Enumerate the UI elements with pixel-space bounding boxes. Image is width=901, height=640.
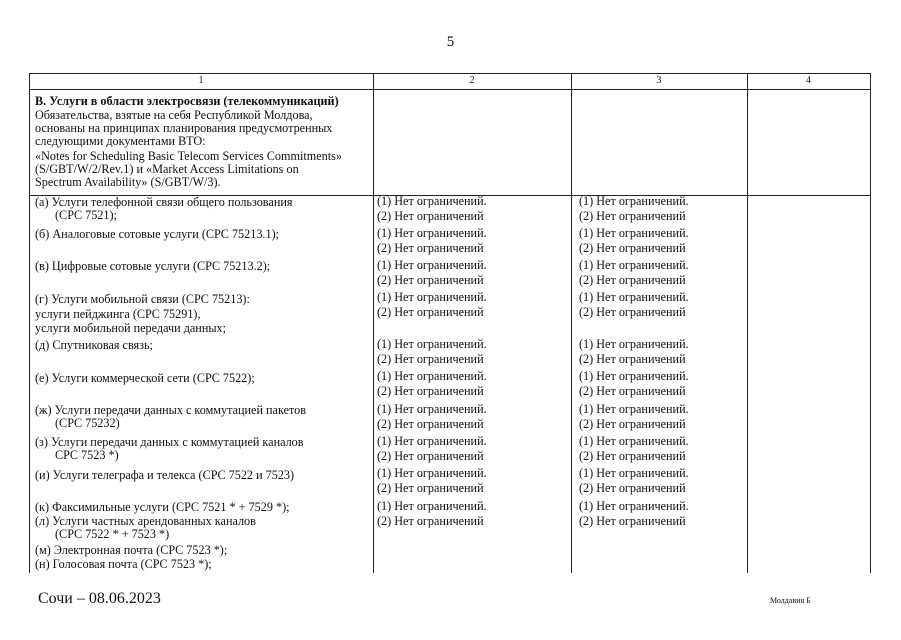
national-treatment-1: (1) Нет ограничений. bbox=[579, 499, 689, 513]
national-treatment-2: (2) Нет ограничений bbox=[579, 514, 686, 528]
service-line: (з) Услуги передачи данных с коммутацией каналов bbox=[35, 435, 304, 449]
service-line: (CPC 75232) bbox=[55, 416, 120, 430]
market-access-2: (2) Нет ограничений bbox=[377, 417, 484, 431]
market-access-1: (1) Нет ограничений. bbox=[377, 369, 487, 383]
service-line: CPC 7523 *) bbox=[55, 448, 119, 462]
national-treatment-2: (2) Нет ограничений bbox=[579, 352, 686, 366]
market-access-1: (1) Нет ограничений. bbox=[377, 466, 487, 480]
section-text-line: (S/GBT/W/2/Rev.1) и «Market Access Limitations on bbox=[35, 162, 299, 176]
service-line: услуги мобильной передачи данных; bbox=[35, 321, 227, 335]
national-treatment-2: (2) Нет ограничений bbox=[579, 417, 686, 431]
market-access-1: (1) Нет ограничений. bbox=[377, 434, 487, 448]
column-header-1: 1 bbox=[198, 75, 204, 86]
national-treatment-1: (1) Нет ограничений. bbox=[579, 466, 689, 480]
national-treatment-2: (2) Нет ограничений bbox=[579, 241, 686, 255]
market-access-2: (2) Нет ограничений bbox=[377, 352, 484, 366]
schedule-table bbox=[29, 73, 871, 573]
section-text-line: «Notes for Scheduling Basic Telecom Services Commitments» bbox=[35, 149, 342, 163]
service-line: (г) Услуги мобильной связи (CPC 75213): bbox=[35, 292, 250, 306]
column-header-2: 2 bbox=[469, 75, 475, 86]
service-line: (е) Услуги коммерческой сети (CPC 7522); bbox=[35, 371, 255, 385]
market-access-2: (2) Нет ограничений bbox=[377, 449, 484, 463]
section-text-line: следующими документами ВТО: bbox=[35, 134, 206, 148]
market-access-1: (1) Нет ограничений. bbox=[377, 194, 487, 208]
national-treatment-2: (2) Нет ограничений bbox=[579, 481, 686, 495]
footer-document-label: Молдавия Б bbox=[770, 596, 811, 605]
national-treatment-2: (2) Нет ограничений bbox=[579, 209, 686, 223]
national-treatment-1: (1) Нет ограничений. bbox=[579, 369, 689, 383]
national-treatment-1: (1) Нет ограничений. bbox=[579, 434, 689, 448]
national-treatment-2: (2) Нет ограничений bbox=[579, 273, 686, 287]
column-divider-2 bbox=[571, 73, 572, 573]
national-treatment-2: (2) Нет ограничений bbox=[579, 449, 686, 463]
section-title: B. Услуги в области электросвязи (телекоммуникаций) bbox=[35, 94, 339, 108]
market-access-2: (2) Нет ограничений bbox=[377, 514, 484, 528]
service-line: (и) Услуги телеграфа и телекса (CPC 7522 и 7523) bbox=[35, 468, 295, 482]
service-line: (н) Голосовая почта (CPC 7523 *); bbox=[35, 557, 212, 571]
table-border-right bbox=[870, 73, 871, 573]
service-line: (CPC 7522 * + 7523 *) bbox=[55, 527, 170, 541]
page-number: 5 bbox=[446, 34, 455, 50]
service-line: (CPC 7521); bbox=[55, 208, 117, 222]
national-treatment-1: (1) Нет ограничений. bbox=[579, 194, 689, 208]
market-access-1: (1) Нет ограничений. bbox=[377, 258, 487, 272]
column-header-4: 4 bbox=[806, 75, 811, 86]
market-access-1: (1) Нет ограничений. bbox=[377, 290, 487, 304]
section-text-line: Обязательства, взятые на себя Республикой Молдова, bbox=[35, 108, 313, 122]
section-text-line: основаны на принципах планирования предусмотренных bbox=[35, 121, 333, 135]
service-line: (a) Услуги телефонной связи общего пользования bbox=[35, 195, 293, 209]
service-line: (ж) Услуги передачи данных с коммутацией пакетов bbox=[35, 403, 306, 417]
market-access-1: (1) Нет ограничений. bbox=[377, 226, 487, 240]
national-treatment-1: (1) Нет ограничений. bbox=[579, 402, 689, 416]
national-treatment-2: (2) Нет ограничений bbox=[579, 305, 686, 319]
service-line: (л) Услуги частных арендованных каналов bbox=[35, 514, 256, 528]
column-header-3: 3 bbox=[656, 75, 662, 86]
national-treatment-2: (2) Нет ограничений bbox=[579, 384, 686, 398]
table-border-left bbox=[29, 73, 30, 573]
service-line: услуги пейджинга (CPC 75291), bbox=[35, 307, 201, 321]
market-access-2: (2) Нет ограничений bbox=[377, 273, 484, 287]
market-access-2: (2) Нет ограничений bbox=[377, 305, 484, 319]
service-line: (к) Факсимильные услуги (CPC 7521 * + 7529 *); bbox=[35, 500, 290, 514]
footer-location-date: Сочи – 08.06.2023 bbox=[38, 590, 161, 607]
column-divider-3 bbox=[747, 73, 748, 573]
service-line: (в) Цифровые сотовые услуги (CPC 75213.2); bbox=[35, 259, 271, 273]
table-border-top bbox=[29, 73, 871, 74]
market-access-2: (2) Нет ограничений bbox=[377, 209, 484, 223]
market-access-2: (2) Нет ограничений bbox=[377, 384, 484, 398]
national-treatment-1: (1) Нет ограничений. bbox=[579, 258, 689, 272]
service-line: (м) Электронная почта (CPC 7523 *); bbox=[35, 543, 228, 557]
service-line: (б) Аналоговые сотовые услуги (CPC 75213.1); bbox=[35, 227, 280, 241]
service-line: (д) Спутниковая связь; bbox=[35, 338, 153, 352]
column-divider-1 bbox=[373, 73, 374, 573]
national-treatment-1: (1) Нет ограничений. bbox=[579, 290, 689, 304]
market-access-2: (2) Нет ограничений bbox=[377, 241, 484, 255]
market-access-1: (1) Нет ограничений. bbox=[377, 499, 487, 513]
market-access-2: (2) Нет ограничений bbox=[377, 481, 484, 495]
market-access-1: (1) Нет ограничений. bbox=[377, 337, 487, 351]
section-text-line: Spectrum Availability» (S/GBT/W/3). bbox=[35, 175, 221, 189]
national-treatment-1: (1) Нет ограничений. bbox=[579, 226, 689, 240]
national-treatment-1: (1) Нет ограничений. bbox=[579, 337, 689, 351]
market-access-1: (1) Нет ограничений. bbox=[377, 402, 487, 416]
header-divider bbox=[29, 89, 871, 90]
